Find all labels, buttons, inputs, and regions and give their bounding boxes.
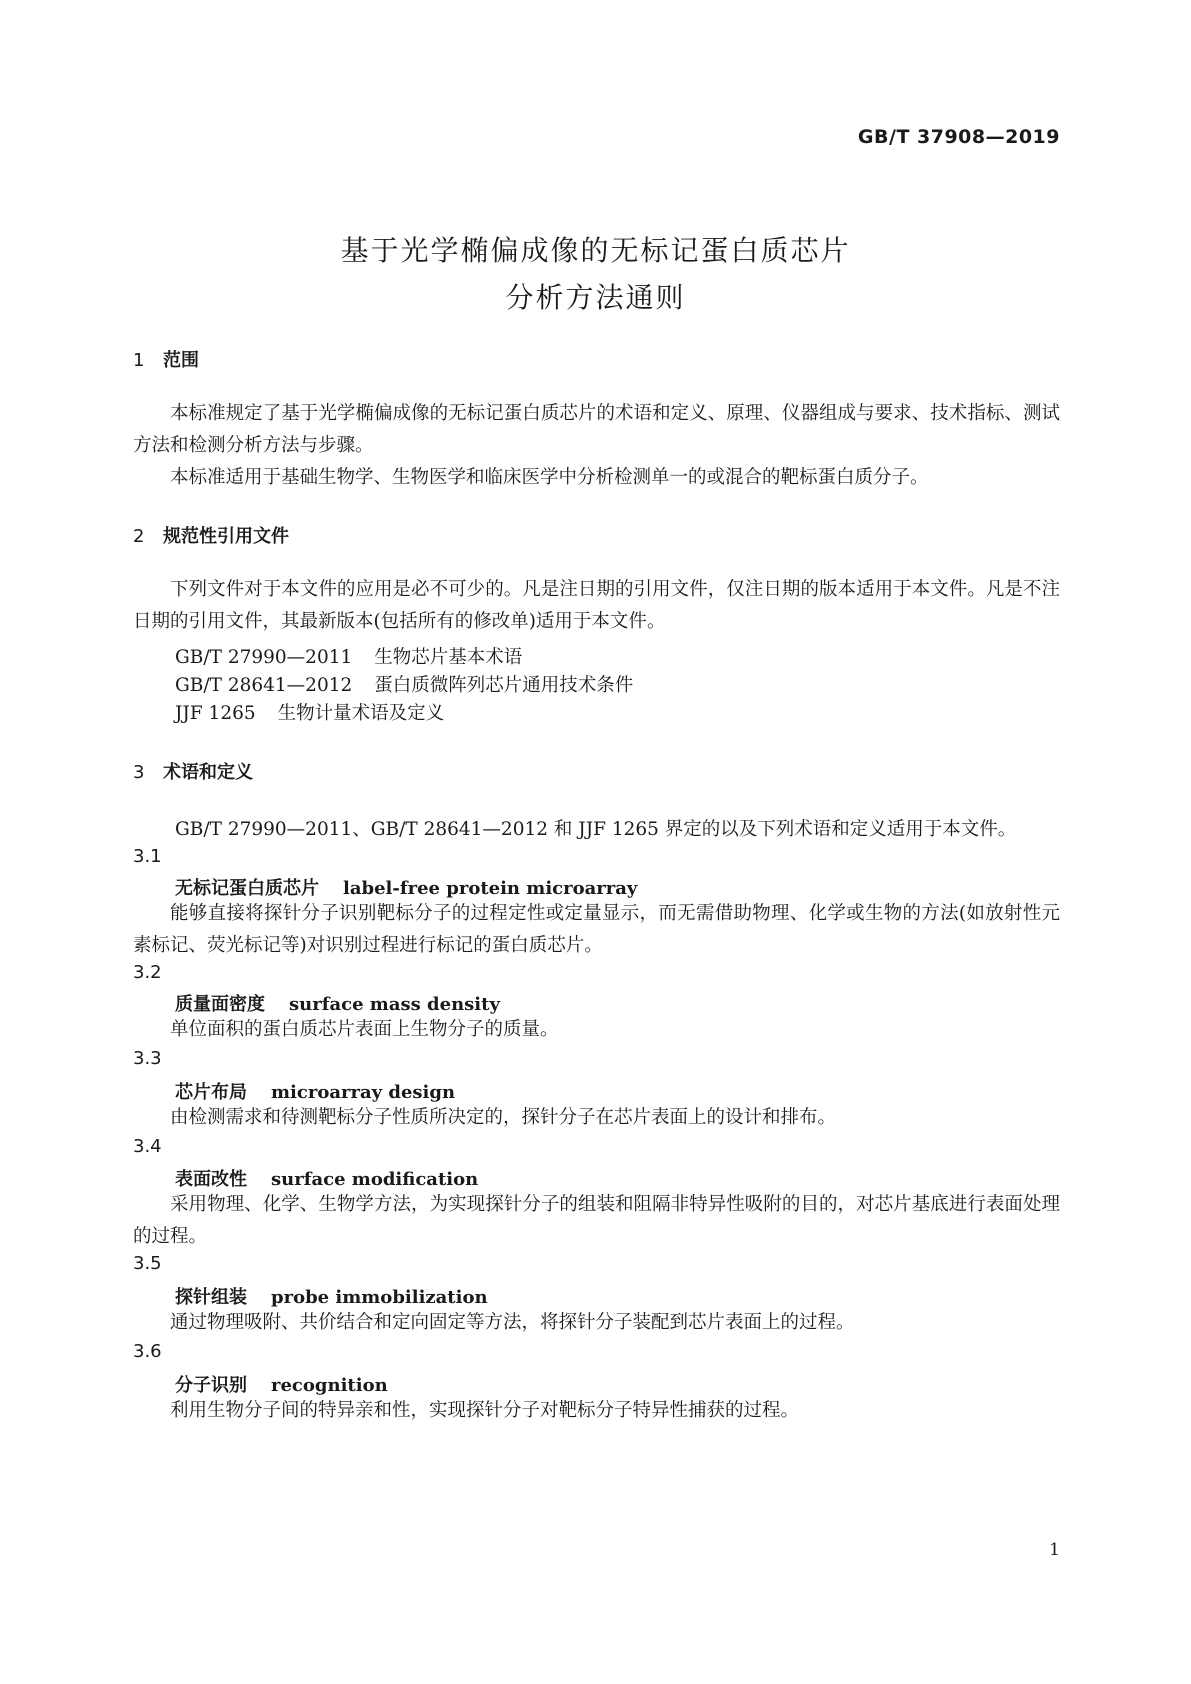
term-heading	[175, 1371, 388, 1397]
term-chinese: 分子识别	[175, 1375, 247, 1396]
section-3-heading	[133, 758, 253, 784]
section-title: 范围	[163, 350, 199, 371]
section-number: 1	[133, 350, 145, 371]
term-chinese: 芯片布局	[175, 1082, 247, 1103]
standard-code: GB/T 37908—2019	[857, 126, 1060, 148]
section-title: 术语和定义	[163, 762, 253, 783]
term-heading	[175, 1165, 478, 1191]
term-heading	[175, 1283, 488, 1309]
term-english: probe immobilization	[271, 1287, 488, 1308]
term-english: surface mass density	[289, 994, 500, 1015]
reference-code: GB/T 27990—2011	[175, 647, 353, 668]
document-title-line1: 基于光学椭偏成像的无标记蛋白质芯片	[340, 234, 851, 267]
section-number: 3	[133, 762, 145, 783]
page-number: 1	[1049, 1540, 1060, 1560]
term-chinese: 探针组装	[175, 1287, 247, 1308]
term-number: 3.2	[133, 962, 162, 983]
section-1-heading	[133, 346, 199, 372]
term-definition: 采用物理、化学、生物学方法，为实现探针分子的组装和阻隔非特异性吸附的目的，对芯片基底进行表面处理的过程。	[133, 1194, 1060, 1247]
term-chinese: 质量面密度	[175, 994, 265, 1015]
section-1-paragraph-2: 本标准适用于基础生物学、生物医学和临床医学中分析检测单一的或混合的靶标蛋白质分子。	[170, 467, 929, 488]
reference-title: 蛋白质微阵列芯片通用技术条件	[374, 675, 634, 696]
term-heading	[175, 1078, 455, 1104]
term-definition: 通过物理吸附、共价结合和定向固定等方法，将探针分子装配到芯片表面上的过程。	[170, 1312, 855, 1333]
reference-title: 生物计量术语及定义	[277, 703, 445, 724]
reference-code: GB/T 28641—2012	[175, 675, 353, 696]
term-english: recognition	[271, 1375, 388, 1396]
section-2-heading	[133, 522, 289, 548]
term-definition: 由检测需求和待测靶标分子性质所决定的，探针分子在芯片表面上的设计和排布。	[170, 1107, 837, 1128]
reference-item	[175, 699, 444, 725]
section-2-paragraph-1: 下列文件对于本文件的应用是必不可少的。凡是注日期的引用文件，仅注日期的版本适用于本文件。凡是不注日期的引用文件，其最新版本(包括所有的修改单)适用于本文件。	[133, 579, 1060, 632]
term-definition: 单位面积的蛋白质芯片表面上生物分子的质量。	[170, 1019, 559, 1040]
reference-title: 生物芯片基本术语	[374, 647, 523, 668]
reference-code: JJF 1265	[175, 703, 256, 724]
term-definition: 利用生物分子间的特异亲和性，实现探针分子对靶标分子特异性捕获的过程。	[170, 1400, 800, 1421]
section-title: 规范性引用文件	[163, 526, 289, 547]
section-3-intro: GB/T 27990—2011、GB/T 28641—2012 和 JJF 1265 界定的以及下列术语和定义适用于本文件。	[175, 819, 1017, 840]
reference-item	[175, 643, 522, 669]
term-number: 3.4	[133, 1136, 162, 1157]
section-1-paragraph-1: 本标准规定了基于光学椭偏成像的无标记蛋白质芯片的术语和定义、原理、仪器组成与要求、技术指标、测试方法和检测分析方法与步骤。	[133, 403, 1060, 456]
term-number: 3.6	[133, 1341, 162, 1362]
reference-item	[175, 671, 633, 697]
term-english: label-free protein microarray	[343, 878, 638, 899]
term-heading	[175, 990, 500, 1016]
term-heading	[175, 874, 637, 900]
term-number: 3.5	[133, 1253, 162, 1274]
term-english: microarray design	[271, 1082, 456, 1103]
term-number: 3.1	[133, 846, 162, 867]
term-chinese: 表面改性	[175, 1169, 247, 1190]
term-english: surface modification	[271, 1169, 479, 1190]
term-definition: 能够直接将探针分子识别靶标分子的过程定性或定量显示，而无需借助物理、化学或生物的方法(如放射性元素标记、荧光标记等)对识别过程进行标记的蛋白质芯片。	[133, 903, 1060, 956]
term-chinese: 无标记蛋白质芯片	[175, 878, 319, 899]
term-number: 3.3	[133, 1048, 162, 1069]
section-number: 2	[133, 526, 145, 547]
document-title-line2: 分析方法通则	[505, 281, 686, 314]
